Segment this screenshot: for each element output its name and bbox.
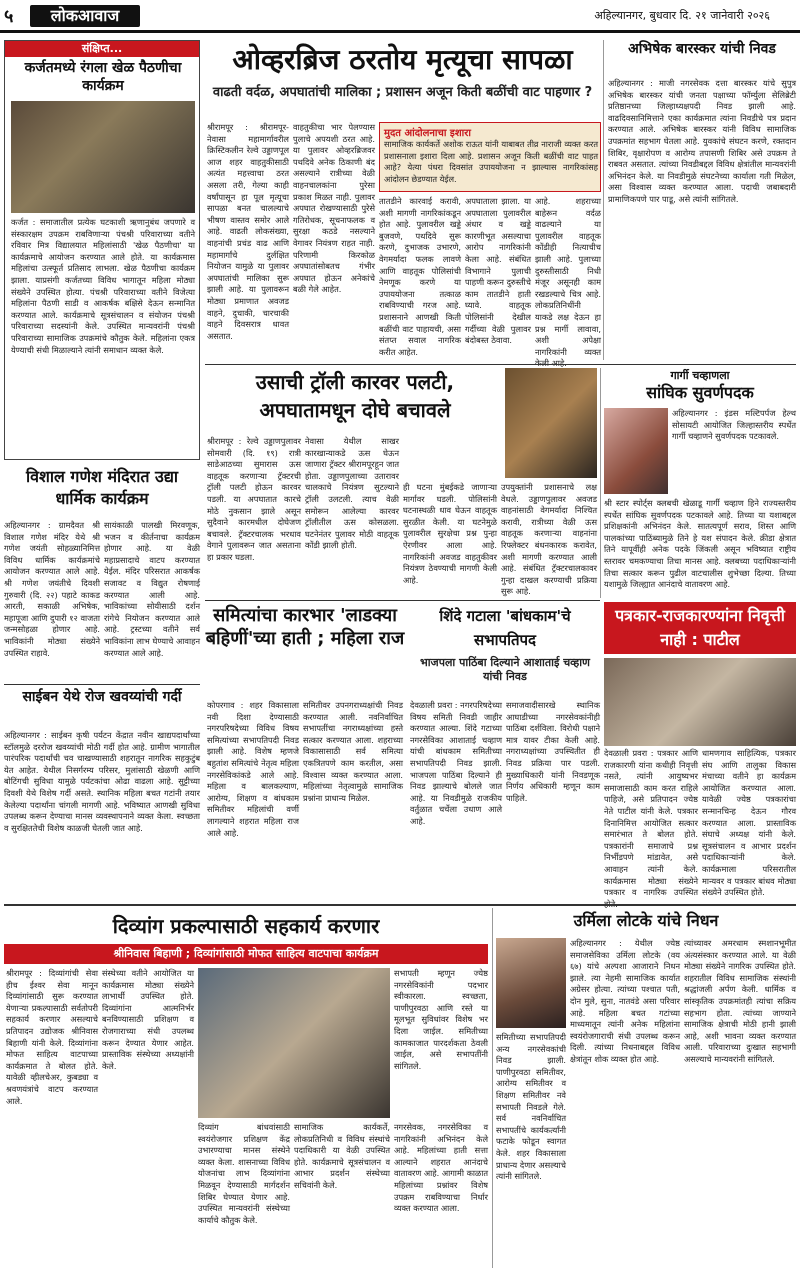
patil-photo [604,658,796,746]
main-col-3: तातडीने कारवाई करावी, अशी मागणी नागरिकांकडून होत आहे. पुलावरील खड्डे बुजवणे, पथदिवे सुरू करणे, दुभाजक उभारणे, वेगमर्यादा फलक लावणे आणि वाहतूक पोलिसांची नेमणूक करणे या उपाययोजना तत्काळ राबविण्याची गरज आहे. प्रशासनाने आणखी किती बळींची वाट पाहायची, असा संतप्त सवाल नागरिक करीत आहेत. [379,196,461,357]
shinde-subheadline: भाजपला पाठिंबा दिल्याने आशाताई चव्हाण यांची निवड [419,656,591,683]
section-rule [205,600,600,601]
sports-section-label: गार्गी चव्हाणला [670,369,730,382]
trolley-col-1: श्रीरामपूर : रेल्वे उड्डाणपुलावर सोमवारी (दि. १९) रात्री साडेआठच्या सुमारास ऊस वाहतूक करणाऱ्या ट्रॅक्टरची ट्रॉली पलटी होऊन कारवर पडली. या अपघातात कारचे मोठे नुकसान झाले असून सुदैवाने कारमधील दोघेजण बचावले. ट्रॅक्टरचालक भरधाव वेगाने पुलावरून जात असताना हा प्रकार घडला. [207,436,301,562]
masthead-rule [0,30,800,33]
sidebar-story [4,40,200,460]
section-rule [4,904,796,906]
urmila-col-1: अहिल्यानगर : येथील ज्येष्ठ समाजसेविका उर्मिला लोटके (वय ६७) यांचे अल्पशा आजाराने निधन झाले. त्या नेहमी सामाजिक कार्यात अग्रेसर होत्या. त्यांच्या पश्चात पती, दोन मुले, सुना, नातवंडे असा परिवार आहे. महिला बचत गटांच्या माध्यमातून त्यांनी अनेक महिलांना स्वयंरोजगाराची संधी उपलब्ध करून दिली. त्यांच्या निधनाबद्दल विविध क्षेत्रांतून शोक व्यक्त होत आहे. [570,938,680,1064]
main-col-4: अपघाताला झाला. या अपघाताला पुलावरील अंधार व खड्डे कारणीभूत असल्याचा आरोप नागरिकांनी केला आहे. संबंधित विभागाने पुलाची पाहणी करून दुरुस्तीचे काम तातडीने हाती घ्यावे. वाहतूक पोलिसांनी देखील गर्दीच्या वेळी पुलावर बंदोबस्त ठेवावा. [465,196,531,346]
samiti-col-2: समितीवर उपनगराध्यक्षांची निवड करण्यात आली. नवनिर्वाचित सभापतींचा नगराध्यक्षांच्या हस्ते सत्कार करण्यात आला. शहराच्या विकासासाठी सर्व समित्या एकत्रितपणे काम करतील, असा विश्वास व्यक्त करण्यात आला. महिलांच्या नेतृत्वामुळे सामाजिक प्रश्नांना प्राधान्य मिळेल. [303,700,403,803]
inline-box-title: मुदत आंदोलनाचा इशारा [384,128,471,139]
samiti-col-1: कोपरगाव : शहर विकासाला नवी दिशा देण्यासाठी नगरपरिषदेच्या विविध विषय समित्यांच्या सभापतिपदी निवड झाली आहे. विशेष म्हणजे बहुतांश समित्यांचे नेतृत्व महिला नगरसेविकांकडे आले आहे. महिला व बालकल्याण, आरोग्य, शिक्षण व बांधकाम समितीवर महिलांची वर्णी लागल्याने शहरात महिला राज आले आहे. [207,700,299,838]
patil-headline: पत्रकार-राजकारण्यांना निवृत्ती नाही : पाटील [604,602,796,654]
urmila-headline: उर्मिला लोटके यांचे निधन [573,911,719,930]
divyang-col-2: संस्थेच्या वतीने आयोजित या कार्यक्रमास मोठ्या संख्येने लाभार्थी उपस्थित होते. दिव्यांगांना आत्मनिर्भर बनविण्यासाठी प्रशिक्षण व रोजगाराच्या संधी उपलब्ध करून देण्यात येणार आहेत. प्रास्ताविक संस्थेच्या अध्यक्षांनी केले. [102,968,194,1071]
divyang-col-6: नगरसेवक, नगरसेविका व नागरिकांनी अभिनंदन केले आहे. महिलांच्या हाती सत्ता आल्याने शहरात आनंदाचे वातावरण आहे. आगामी काळात महिलांच्या प्रश्नांवर विशेष उपक्रम राबविण्याचा निर्धार व्यक्त करण्यात आला. [394,1122,488,1214]
newspaper-logo: लोकआवाज [30,5,140,27]
trolley-photo [505,368,597,478]
story-headline: कर्जतमध्ये रंगला खेळ पैठणीचा कार्यक्रम [24,60,182,94]
patil-col-1: देवळाली प्रवरा : पत्रकार आणि राजकारणी यांना कधीही निवृत्ती नसते, त्यांनी आयुष्यभर समाजासाठी काम करत राहिले पाहिजे, असे प्रतिपादन ज्येष्ठ नेते पाटील यांनी केले. पत्रकार दिनानिमित्त आयोजित सत्कार समारंभात ते बोलत होते. पत्रकारांनी समाजाचे प्रश्न निर्भीडपणे मांडावेत, असे आवाहन त्यांनी केले. कार्यक्रमास मोठ्या संख्येने पत्रकार व नागरिक उपस्थित [604,748,698,898]
section-rule [4,684,200,685]
shinde-col-2: समाजवादीसारखे स्थानिक आघाडीच्या नगरसेवकांनीही पाठिंबा दर्शविला. विरोधी पक्षाने मात्र यावर टीका केली आहे. नगराध्यक्षांच्या उपस्थितीत ही निवड प्रक्रिया पार पडली. मुख्याधिकारी यांनी निवडणूक निर्णय अधिकारी म्हणून काम पाहिले. [506,700,600,803]
urmila-photo [496,938,566,1028]
main-subheadline: वाढती वर्दळ, अपघातांची मालिका ; प्रशासन अजून किती बळींची वाट पाहणार ? [212,85,593,100]
divyang-col-5: सभापती म्हणून ज्येष्ठ नगरसेविकांनी पदभार स्वीकारला. स्वच्छता, पाणीपुरवठा आणि रस्ते या मूलभूत सुविधांवर विशेष भर दिला जाईल. समितीच्या कामकाजात पारदर्शकता ठेवली जाईल, असे सभापतींनी सांगितले. [394,968,488,1071]
ganesh-col-1: अहिल्यानगर : ग्रामदैवत श्री विशाल गणेश मंदिर येथे श्री गणेश जयंती सोहळ्यानिमित्त विविध धार्मिक कार्यक्रमांचे आयोजन करण्यात आले आहे. श्री गणेश जयंतीचे दिवशी गुरुवारी (दि. २२) पहाटे काकड आरती, सकाळी अभिषेक, महापूजा आणि दुपारी १२ वाजता जन्मसोहळा होणार आहे. भाविकांनी मोठ्या संख्येने उपस्थित राहावे. [4,520,100,658]
urmila-col-2: त्यांच्यावर अमरधाम स्मशानभूमीत अंत्यसंस्कार करण्यात आले. या वेळी मोठ्या संख्येने नागरिक उपस्थित होते. शहरातील विविध सामाजिक संस्थांनी श्रद्धांजली अर्पण केली. धार्मिक व सांस्कृतिक उपक्रमांतही त्यांचा सक्रिय सहभाग होता. त्यांच्या जाण्याने सामाजिक क्षेत्राची मोठी हानी झाली आहे, अशी भावना व्यक्त करण्यात आली. परिवाराच्या दुःखात सहभागी असल्याचे मान्यवरांनी सांगितले. [684,938,796,1064]
section-label: संक्षिप्त... [5,41,199,57]
story-body: कर्जत : समाजातील प्रत्येक घटकाशी ऋणानुबंध जपणारे व संस्कारक्षम उपक्रम राबविणाऱ्या पंचश्री परिवाराच्या वतीने रविवार मित्र विद्यालयात महिलांसाठी 'खेळ पैठणीचा' या कार्यक्रमाचे आयोजन करण्यात आले होते. या कार्यक्रमास महिलांचा उत्स्फूर्त प्रतिसाद लाभला. खेळ पैठणीचा कार्यक्रम झाला. याप्रसंगी कर्जतच्या विविध भागातून महिला मोठ्या संख्येने उपस्थित होत्या. पंचश्री परिवाराच्या वतीने विजेत्या महिलांना पैठणी साडी व आकर्षक बक्षिसे देऊन सन्मानित करण्यात आले. कार्यक्रमाचे सूत्रसंचालन व संयोजन पंचश्री परिवाराच्या सदस्यांनी केले. उपस्थित मान्यवरांनी पंचश्री परिवाराच्या सामाजिक उपक्रमांचे कौतुक केले. महिलांना एकत्र येण्याची संधी मिळाल्याने त्यांनी समाधान व्यक्त केले. [11,217,195,355]
trolley-col-3: ही घटना मुंबईकडे जाणाऱ्या मार्गावर घडली. पोलिसांनी घटनास्थळी धाव घेऊन वाहतूक सुरळीत केली. या घटनेमुळे पुलावरील सुरक्षेचा प्रश्न पुन्हा ऐरणीवर आला आहे. नागरिकांनी अवजड वाहतुकीवर नियंत्रण ठेवण्याची मागणी केली आहे. [403,482,497,585]
divyang-photo [198,968,390,1118]
sports-photo [604,408,668,494]
trolley-col-4: उपयुक्तांनी प्रशासनाचे लक्ष वेधले. उड्डाणपुलावर अवजड वाहनांसाठी वेगमर्यादा निश्चित करावी, रात्रीच्या वेळी ऊस वाहतूक करणाऱ्या वाहनांना रिफ्लेक्टर बंधनकारक करावेत, अशी मागणी करण्यात आली आहे. संबंधित ट्रॅक्टरचालकावर गुन्हा दाखल करण्याची प्रक्रिया सुरू आहे. [501,482,597,597]
sports-lead: अहिल्यानगर : इंडस मल्टिपर्पज हेल्थ सोसायटी आयोजित जिल्हास्तरीय स्पर्धेत गार्गी चव्हाणने सुवर्णपदक पटकावले. [672,408,796,442]
divyang-subheadline: श्रीनिवास बिहाणी ; दिव्यांगांसाठी मोफत साहित्य वाटपाचा कार्यक्रम [4,944,488,964]
main-col-5: आहे. शहराच्या बाहेरून वर्दळ वाढल्याने या पुलावरील वाहतूक कोंडीही नित्याचीच झाली आहे. पुलाच्या दुरुस्तीसाठी निधी मंजूर असूनही काम रखडल्याचे चित्र आहे. लोकप्रतिनिधींनी याकडे लक्ष देऊन हा प्रश्न मार्गी लावावा, अशी अपेक्षा नागरिकांनी व्यक्त [535,196,601,357]
samiti-headline: समित्यांचा कारभार 'लाडक्या बहिणीं'च्या हाती ; महिला राज [205,605,405,649]
sports-headline: सांघिक सुवर्णपदक [646,383,754,402]
column-rule [603,40,604,360]
sai-headline: साईबन येथे रोज खवय्यांची गर्दी [22,689,182,705]
shinde-col-1: देवळाली प्रवरा : नगरपरिषदेच्या विषय समिती निवडी जाहीर करण्यात आल्या. शिंदे गटाच्या नगरसेविका आशाताई चव्हाण यांची बांधकाम समितीच्या सभापतिपदी निवड झाली. भाजपला पाठिंबा दिल्याने ही निवड झाल्याचे बोलले जात आहे. या निवडीमुळे राजकीय वर्तुळात चर्चेला उधाण आले आहे. [410,700,502,826]
abhishek-body: अहिल्यानगर : माजी नगरसेवक दत्ता बारस्कर यांचे सुपुत्र अभिषेक बारस्कर यांची जनता पक्षाच्या फॉर्म्युला सेलिब्रेटी प्रतिष्ठानच्या जिल्हाध्यक्षपदी निवड झाली आहे. वाढदिवसानिमित्ताने एका कार्यक्रमात त्यांना निवडीचे पत्र प्रदान करण्यात आले. अभिषेक बारस्कर यांनी विविध सामाजिक उपक्रमांत सहभाग घेतला आहे. युवकांचे संघटन करणे, रक्तदान शिबिर, वृक्षारोपण व आरोग्य तपासणी शिबिर असे उपक्रम ते राबवत असतात. त्यांच्या निवडीबद्दल विविध क्षेत्रांतील मान्यवरांनी अभिनंदन केले. या निवडीमुळे संघटनेच्या कार्याला गती मिळेल, असा विश्वास व्यक्त करण्यात आला. पदाची जबाबदारी प्रामाणिकपणे पार पाडू, असे त्यांनी सांगितले. [608,78,796,204]
column-rule [600,368,601,598]
shinde-headline: शिंदे गटाला 'बांधकाम'चे सभापतिपद [439,607,571,649]
trolley-headline: उसाची ट्रॉली कारवर पलटी, अपघातामधून दोघे बचावले [255,370,455,422]
main-col-1: श्रीरामपूर : श्रीरामपूर-नेवासा महामार्गावरील क्रिस्टिकलीन रेल्वे उड्डाणपूल आज शहर वाहतुकीसाठी अत्यंत महत्त्वाचा ठरत असला तरी, गेल्या काही वर्षांपासून हा पूल मृत्यूचा सापळा बनत चालल्याचे भीषण वास्तव समोर आले आहे. वाढती लोकसंख्या, वाहनांची प्रचंड वाढ आणि महामार्गांचे दुर्लक्षित नियोजन यामुळे या पुलावर अपघातांची मालिका सुरू झाली आहे. या पुलावरून मोठ्या प्रमाणात अवजड वाहने, दुचाकी, चारचाकी वाहने दिवसरात्र धावत असतात. [207,122,289,341]
inline-box-text: सामाजिक कार्यकर्ते अशोक राऊत यांनी याबाबत तीव्र नाराजी व्यक्त करत प्रशासनाला इशारा दिला आहे. प्रशासन अजून किती बळींची वाट पाहत आहे? येत्या पंधरा दिवसांत उपाययोजना न झाल्यास नागरिकांसह आंदोलन छेडण्यात येईल. [384,139,598,184]
divyang-col-3: दिव्यांग बांधवांसाठी स्वयंरोजगार प्रशिक्षण केंद्र उभारण्याचा मानस संस्थेने व्यक्त केला. शासनाच्या विविध योजनांचा लाभ दिव्यांगांना मिळवून देण्यासाठी मार्गदर्शन शिबिर घेण्यात येणार आहे. उपस्थित मान्यवरांनी संस्थेच्या कार्याचे कौतुक केले. [198,1122,290,1225]
trolley-col-2: नेवासा येथील साखर कारखान्याकडे ऊस घेऊन जाणारा ट्रॅक्टर श्रीरामपूरहून जात होता. उड्डाणपुलाच्या उतारावर चालकाचे नियंत्रण सुटल्याने ट्रॉली उलटली. त्याच वेळी समोरून आलेल्या कारवर ट्रॉलीतील ऊस कोसळला. घटनेनंतर पुलावर मोठी वाहतूक कोंडी झाली होती. [305,436,399,551]
column-rule [492,908,493,1268]
divyang-col-1: श्रीरामपूर : दिव्यांगांची सेवा हीच ईश्वर सेवा मानून दिव्यांगांसाठी सुरू करण्यात येणाऱ्या प्रकल्पासाठी सर्वतोपरी सहकार्य करणार असल्याचे प्रतिपादन उद्योजक श्रीनिवास बिहाणी यांनी केले. दिव्यांगांना मोफत साहित्य वाटपाच्या कार्यक्रमात ते बोलत होते. यावेळी व्हीलचेअर, कुबड्या व श्रवणयंत्रांचे वाटप करण्यात आले. [6,968,98,1106]
main-col-2: वाहतुकीचा भार पेलण्यास पुलाचे अपयशी ठरत आहे. या पुलावर ओव्हरब्रिजवर पथदिवे अनेक ठिकाणी बंद असल्याने रात्रीच्या वेळी वाहनचालकांना पुरेसा प्रकाश मिळत नाही. पुलावर अपघात रोखण्यासाठी पुरेसे गतिरोधक, सूचनाफलक व सुरक्षा कठडे नसल्याने वेगावर नियंत्रण राहत नाही. परिणामी किरकोळ अपघातांसोबतच गंभीर अपघात होऊन अनेकांचे बळी गेले आहेत. [293,122,375,295]
date-line: अहिल्यानगर, बुधवार दि. २१ जानेवारी २०२६ [594,9,770,22]
inline-box [379,122,601,192]
shinde-col-3: समितीच्या सभापतिपदी अन्य नगरसेवकांची निवड झाली. पाणीपुरवठा समितीवर, आरोग्य समितीवर व शिक्षण समितीवर नवे सभापती निवडले गेले. सर्व नवनिर्वाचित सभापतींचे कार्यकर्त्यांनी फटाके फोडून स्वागत केले. शहर विकासाला प्राधान्य देणार असल्याचे त्यांनी सांगितले. [496,1032,566,1182]
main-headline: ओव्हरब्रिज ठरतोय मृत्यूचा सापळा [232,43,573,76]
story-photo [11,101,195,213]
page-number: ५ [4,6,14,27]
sports-body: श्री स्टार स्पोर्ट्स क्लबची खेळाडू गार्गी चव्हाण हिने राज्यस्तरीय स्पर्धेत सांघिक सुवर्णपदक पटकावले आहे. तिच्या या यशाबद्दल प्रशिक्षकांनी अभिनंदन केले. सातत्यपूर्ण सराव, शिस्त आणि पालकांच्या पाठिंब्यामुळे तिने हे यश संपादन केले. क्रीडा क्षेत्रात तिने यापूर्वीही अनेक पदके जिंकली असून भविष्यात राष्ट्रीय स्तरावर चमकण्याचा तिचा मानस आहे. क्लबच्या पदाधिकाऱ्यांनी तिचा सत्कार करून पुढील वाटचालीस शुभेच्छा दिल्या. तिच्या यशामुळे जिल्ह्यात आनंदाचे वातावरण आहे. [604,498,796,590]
patil-col-2: धामणगाव साहित्यिक, पत्रकार संघ आणि तालुका विकास मंचाच्या वतीने हा कार्यक्रम आयोजित करण्यात आला. यावेळी ज्येष्ठ पत्रकारांचा सन्मानचिन्ह देऊन गौरव करण्यात आला. प्रास्ताविक संघाचे अध्यक्ष यांनी केले. सूत्रसंचालन व आभार प्रदर्शन पदाधिकाऱ्यांनी केले. कार्यक्रमाला परिसरातील मान्यवर व पत्रकार बांधव मोठ्या संख्येने उपस्थित होते. [702,748,796,898]
ganesh-col-2: सायंकाळी पालखी मिरवणूक, भजन व कीर्तनाचा कार्यक्रम होणार आहे. या वेळी महाप्रसादाचे वाटप करण्यात येईल. मंदिर परिसरात आकर्षक सजावट व विद्युत रोषणाई करण्यात आली आहे. भाविकांच्या सोयीसाठी दर्शन रांगेचे नियोजन करण्यात आले आहे. ट्रस्टच्या वतीने सर्व भाविकांना लाभ घेण्याचे आवाहन करण्यात आले आहे. [104,520,200,658]
abhishek-headline: अभिषेक बारस्कर यांची निवड [628,41,776,57]
ganesh-headline: विशाल गणेश मंदिरात उद्या धार्मिक कार्यक्रम [25,467,179,508]
section-rule [205,364,796,365]
divyang-col-4: सामाजिक कार्यकर्ते, लोकप्रतिनिधी व विविध संस्थांचे पदाधिकारी या वेळी उपस्थित होते. कार्यक्रमाचे सूत्रसंचालन व आभार प्रदर्शन संस्थेच्या सचिवांनी केले. [294,1122,390,1190]
divyang-headline: दिव्यांग प्रकल्पासाठी सहकार्य करणार [112,914,380,938]
sai-body: अहिल्यानगर : साईबन कृषी पर्यटन केंद्रात नवीन खाद्यपदार्थांच्या स्टॉलमुळे दररोज खवय्यांची मोठी गर्दी होत आहे. ग्रामीण भागातील पारंपरिक पदार्थांची चव चाखण्यासाठी शहरातून नागरिक सहकुटुंब येत आहेत. येथील निसर्गरम्य परिसर, मुलांसाठी खेळणी आणि बोटिंगची सुविधा यामुळे पर्यटकांचा ओढा वाढला आहे. सुट्टीच्या दिवशी येथे विशेष गर्दी असते. स्थानिक महिला बचत गटांनी तयार केलेल्या पदार्थांना चांगली मागणी आहे. भविष्यात आणखी सुविधा उपलब्ध करून देण्याचा मानस व्यवस्थापनाने व्यक्त केला. स्वच्छता व सुरक्षिततेची विशेष काळजी घेतली जात आहे. [4,730,200,833]
